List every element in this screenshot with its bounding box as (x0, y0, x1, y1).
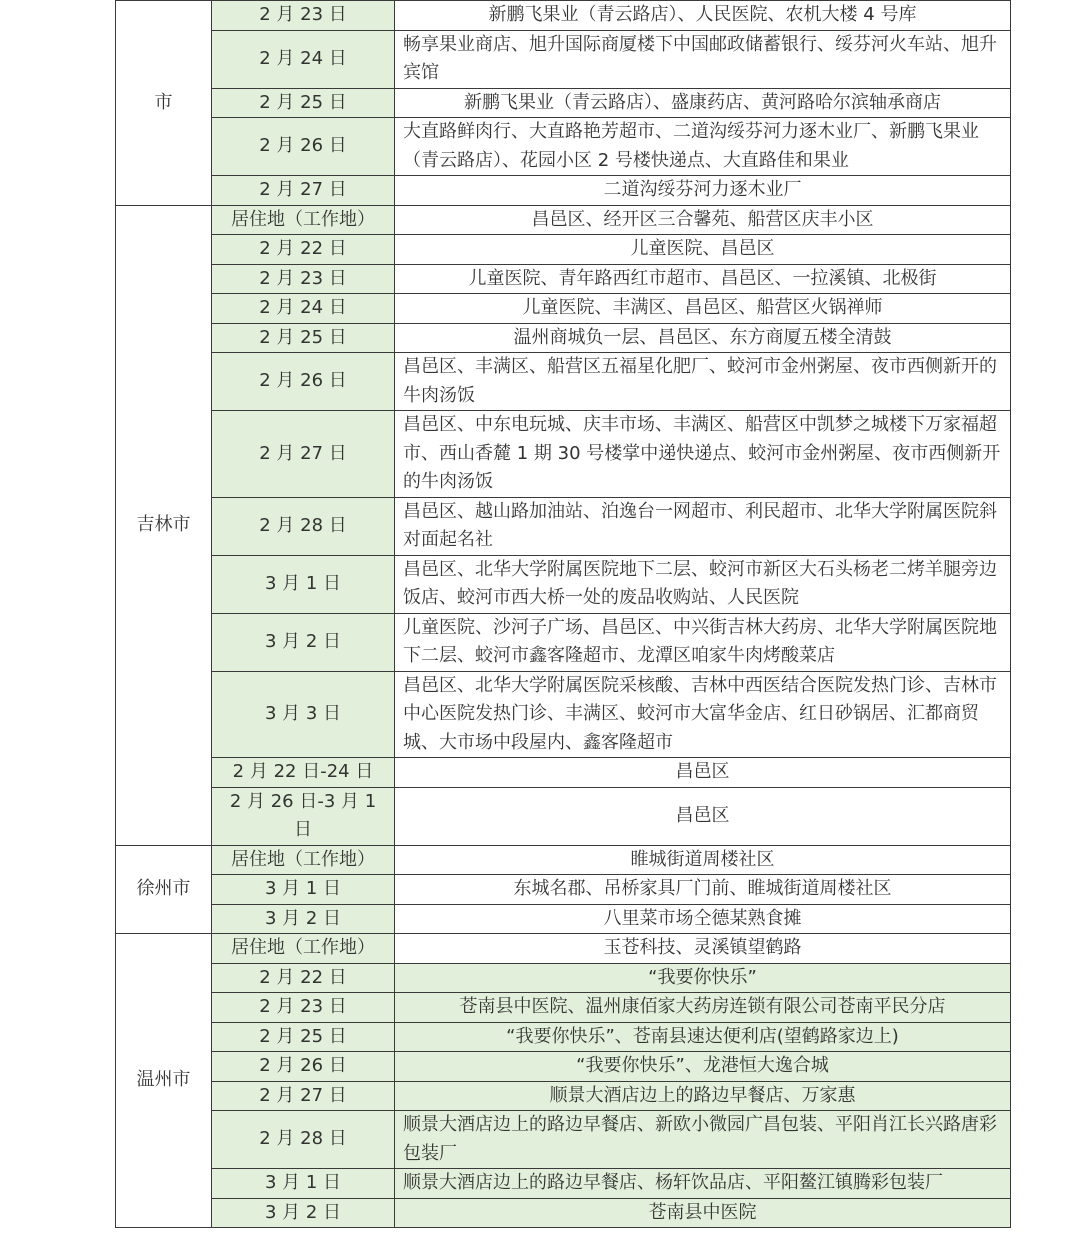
date-cell: 2 月 25 日 (212, 88, 395, 118)
places-cell: 温州商城负一层、昌邑区、东方商厦五楼全清鼓 (395, 323, 1011, 353)
city-cell: 市 (116, 1, 212, 206)
table-row (116, 323, 1011, 353)
places-cell: 儿童医院、青年路西红市超市、昌邑区、一拉溪镇、北极街 (395, 264, 1011, 294)
table-row (116, 993, 1011, 1023)
date-cell: 2 月 27 日 (212, 411, 395, 498)
places-cell: 东城名郡、吊桥家具厂门前、睢城街道周楼社区 (395, 875, 1011, 905)
places-cell: “我要你快乐” (395, 963, 1011, 993)
date-cell: 3 月 1 日 (212, 875, 395, 905)
date-cell: 2 月 23 日 (212, 264, 395, 294)
places-cell: “我要你快乐”、苍南县速达便利店(望鹤路家边上) (395, 1022, 1011, 1052)
table-row (116, 30, 1011, 88)
places-cell: 昌邑区、北华大学附属医院地下二层、蛟河市新区大石头杨老二烤羊腿旁边饭店、蛟河市西大桥一处的废品收购站、人民医院 (395, 555, 1011, 613)
table-row (116, 1111, 1011, 1169)
date-cell: 3 月 2 日 (212, 1198, 395, 1228)
table-row (116, 845, 1011, 875)
places-cell: 大直路鲜肉行、大直路艳芳超市、二道沟绥芬河力逐木业厂、新鹏飞果业（青云路店）、花园小区 2 号楼快递点、大直路佳和果业 (395, 118, 1011, 176)
date-cell: 3 月 2 日 (212, 613, 395, 671)
places-cell: 儿童医院、丰满区、昌邑区、船营区火锅禅师 (395, 294, 1011, 324)
date-cell: 2 月 22 日-24 日 (212, 758, 395, 788)
date-cell: 2 月 26 日 (212, 353, 395, 411)
places-cell: 昌邑区、丰满区、船营区五福星化肥厂、蛟河市金州粥屋、夜市西侧新开的牛肉汤饭 (395, 353, 1011, 411)
places-cell: 昌邑区 (395, 758, 1011, 788)
date-cell: 2 月 26 日 (212, 1052, 395, 1082)
table-row (116, 1198, 1011, 1228)
date-cell: 2 月 28 日 (212, 497, 395, 555)
table-row (116, 1, 1011, 31)
date-cell: 居住地（工作地） (212, 205, 395, 235)
table-row (116, 1081, 1011, 1111)
table-row (116, 1052, 1011, 1082)
date-cell: 3 月 1 日 (212, 555, 395, 613)
date-cell: 2 月 25 日 (212, 323, 395, 353)
table-row (116, 758, 1011, 788)
close-contact-locations-table (115, 0, 1011, 1228)
table-row (116, 294, 1011, 324)
places-cell: 顺景大酒店边上的路边早餐店、杨轩饮品店、平阳鳌江镇腾彩包装厂 (395, 1169, 1011, 1199)
table-row (116, 176, 1011, 206)
city-cell: 吉林市 (116, 205, 212, 845)
table-row (116, 205, 1011, 235)
places-cell: 八里菜市场仝德某熟食摊 (395, 904, 1011, 934)
date-cell: 2 月 27 日 (212, 1081, 395, 1111)
places-cell: 苍南县中医院 (395, 1198, 1011, 1228)
table-row (116, 934, 1011, 964)
date-cell: 2 月 23 日 (212, 1, 395, 31)
table-row (116, 875, 1011, 905)
places-cell: 玉苍科技、灵溪镇望鹤路 (395, 934, 1011, 964)
table-body (116, 1, 1011, 1228)
places-cell: 新鹏飞果业（青云路店）、盛康药店、黄河路哈尔滨轴承商店 (395, 88, 1011, 118)
places-cell: 畅享果业商店、旭升国际商厦楼下中国邮政储蓄银行、绥芬河火车站、旭升宾馆 (395, 30, 1011, 88)
places-cell: 苍南县中医院、温州康佰家大药房连锁有限公司苍南平民分店 (395, 993, 1011, 1023)
places-cell: 儿童医院、昌邑区 (395, 235, 1011, 265)
table-row (116, 963, 1011, 993)
table-row (116, 555, 1011, 613)
table-row (116, 264, 1011, 294)
table-row (116, 787, 1011, 845)
table-row (116, 118, 1011, 176)
places-cell: 昌邑区、北华大学附属医院采核酸、吉林中西医结合医院发热门诊、吉林市中心医院发热门诊、丰满区、蛟河市大富华金店、红日砂锅居、汇都商贸城、大市场中段屋内、鑫客隆超市 (395, 671, 1011, 758)
places-cell: 昌邑区、经开区三合馨苑、船营区庆丰小区 (395, 205, 1011, 235)
date-cell: 2 月 28 日 (212, 1111, 395, 1169)
table-row (116, 671, 1011, 758)
places-cell: 顺景大酒店边上的路边早餐店、新欧小微园广昌包装、平阳肖江长兴路唐彩包装厂 (395, 1111, 1011, 1169)
table-row (116, 88, 1011, 118)
date-cell: 2 月 24 日 (212, 294, 395, 324)
date-cell: 2 月 26 日 (212, 118, 395, 176)
date-cell: 3 月 2 日 (212, 904, 395, 934)
table-row (116, 411, 1011, 498)
table-row (116, 353, 1011, 411)
date-cell: 居住地（工作地） (212, 845, 395, 875)
date-cell: 2 月 23 日 (212, 993, 395, 1023)
places-cell: 昌邑区、越山路加油站、泊逸台一网超市、利民超市、北华大学附属医院斜对面起名社 (395, 497, 1011, 555)
table-row (116, 1022, 1011, 1052)
places-cell: 二道沟绥芬河力逐木业厂 (395, 176, 1011, 206)
places-cell: 顺景大酒店边上的路边早餐店、万家惠 (395, 1081, 1011, 1111)
table-row (116, 1169, 1011, 1199)
date-cell: 2 月 26 日-3 月 1 日 (212, 787, 395, 845)
city-cell: 温州市 (116, 934, 212, 1228)
places-cell: 睢城街道周楼社区 (395, 845, 1011, 875)
date-cell: 2 月 24 日 (212, 30, 395, 88)
table-row (116, 613, 1011, 671)
places-cell: 新鹏飞果业（青云路店）、人民医院、农机大楼 4 号库 (395, 1, 1011, 31)
date-cell: 2 月 27 日 (212, 176, 395, 206)
table-row (116, 497, 1011, 555)
date-cell: 2 月 25 日 (212, 1022, 395, 1052)
places-cell: 儿童医院、沙河子广场、昌邑区、中兴街吉林大药房、北华大学附属医院地下二层、蛟河市鑫客隆超市、龙潭区咱家牛肉烤酸菜店 (395, 613, 1011, 671)
date-cell: 2 月 22 日 (212, 235, 395, 265)
table-row (116, 235, 1011, 265)
city-cell: 徐州市 (116, 845, 212, 934)
date-cell: 居住地（工作地） (212, 934, 395, 964)
places-cell: “我要你快乐”、龙港恒大逸合城 (395, 1052, 1011, 1082)
date-cell: 3 月 3 日 (212, 671, 395, 758)
table-row (116, 904, 1011, 934)
places-cell: 昌邑区、中东电玩城、庆丰市场、丰满区、船营区中凯梦之城楼下万家福超市、西山香麓 1 期 30 号楼掌中递快递点、蛟河市金州粥屋、夜市西侧新开的牛肉汤饭 (395, 411, 1011, 498)
date-cell: 3 月 1 日 (212, 1169, 395, 1199)
places-cell: 昌邑区 (395, 787, 1011, 845)
date-cell: 2 月 22 日 (212, 963, 395, 993)
